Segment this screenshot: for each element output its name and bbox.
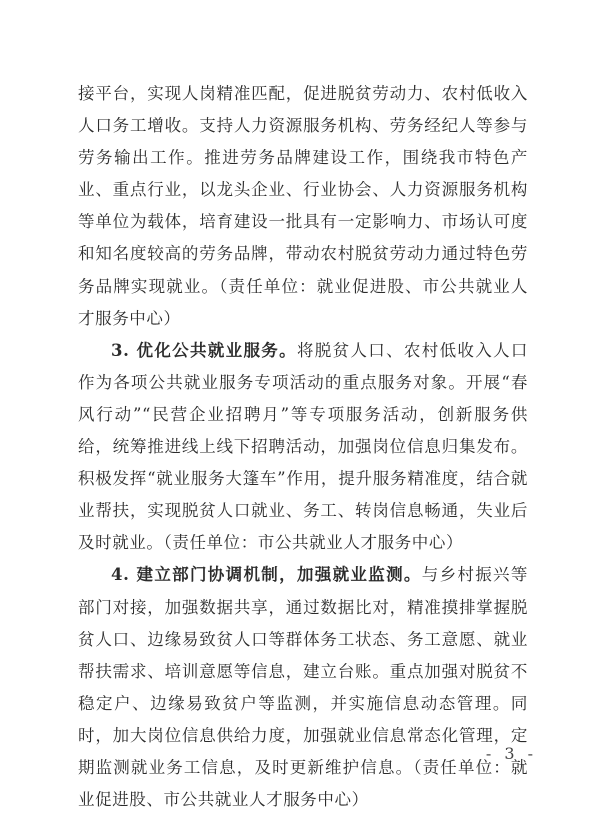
paragraph-text: 与乡村振兴等部门对接，加强数据共享，通过数据比对，精准摸排掌握脱贫人口、边缘易致贫人口等群体务工状态、务工意愿、就业帮扶需求、培训意愿等信息，建立台账。重点加强对脱贫不稳定户、边缘易致贫户等监测，并实施信息动态管理。同时，加大岗位信息供给力度，加强就业信息常态化管理，定期监测就业务工信息，及时更新维护信息。（责任单位：就业促进股、市公共就业人才服务中心） [78, 565, 528, 810]
section-heading: 3. 优化公共就业服务。 [111, 340, 297, 360]
paragraph-text: 将脱贫人口、农村低收入人口作为各项公共就业服务专项活动的重点服务对象。开展“春风行动”“民营企业招聘月”等专项服务活动，创新服务供给，统筹推进线上线下招聘活动，加强岗位信息归集发布。积极发挥“就业服务大篷车”作用，提升服务精准度，结合就业帮扶，实现脱贫人口就业、务工、转岗信息畅通，失业后及时就业。（责任单位：市公共就业人才服务中心） [78, 340, 528, 553]
paragraph-3-public-employment-service [78, 335, 528, 560]
section-heading: 4. 建立部门协调机制，加强就业监测。 [111, 565, 422, 585]
paragraph-continued [78, 78, 528, 335]
paragraph-4-coordination-monitoring [78, 559, 528, 816]
body-text [78, 78, 528, 816]
page-number: - 3 - [485, 744, 537, 763]
paragraph-text: 接平台，实现人岗精准匹配，促进脱贫劳动力、农村低收入人口务工增收。支持人力资源服务机构、劳务经纪人等参与劳务输出工作。推进劳务品牌建设工作，围绕我市特色产业、重点行业，以龙头企业、行业协会、人力资源服务机构等单位为载体，培育建设一批具有一定影响力、市场认可度和知名度较高的劳务品牌，带动农村脱贫劳动力通过特色劳务品牌实现就业。（责任单位：就业促进股、市公共就业人才服务中心） [78, 84, 528, 328]
